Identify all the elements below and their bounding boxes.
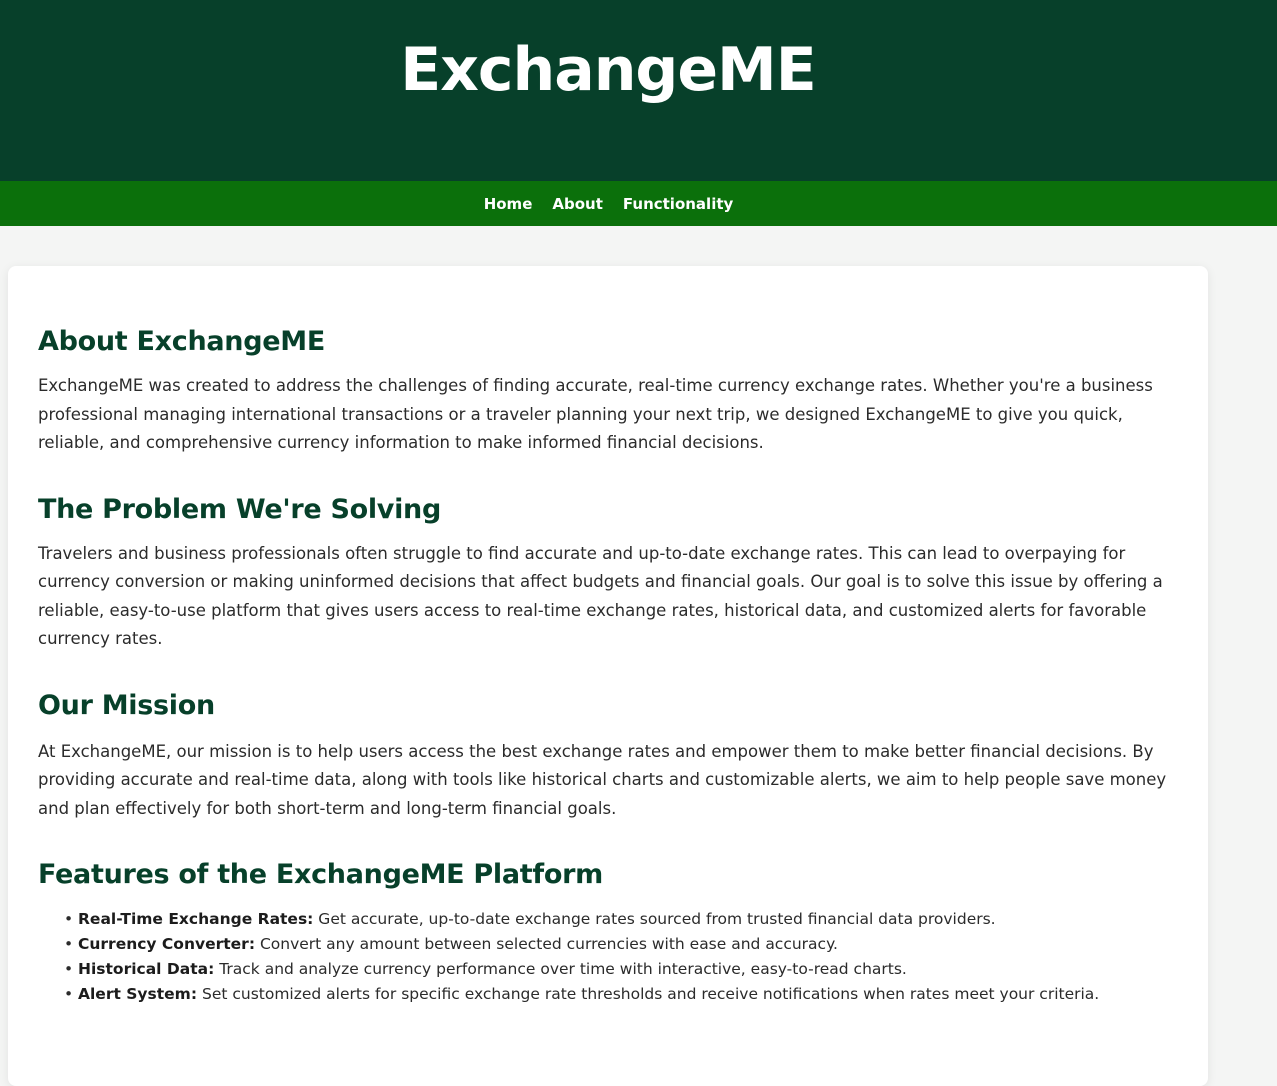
- nav-bar: [0, 181, 1277, 226]
- feature-item-realtime: [64, 907, 1178, 932]
- problem-heading: The Problem We're Solving: [38, 493, 442, 525]
- feature-desc: Track and analyze currency performance over time with interactive, easy-to-read charts.: [214, 960, 907, 978]
- feature-item-converter: [64, 932, 1178, 957]
- feature-desc: Convert any amount between selected currencies with ease and accuracy.: [255, 935, 838, 953]
- about-text: ExchangeME was created to address the challenges of finding accurate, real-time currency exchange rates. Whether you're a business professional managing international transactions or a traveler planning your next trip, we designed ExchangeME to give you quick, reliable, and comprehensive currency information to make informed financial decisions.: [38, 376, 1153, 452]
- nav-link-about[interactable]: About: [552, 194, 603, 213]
- feature-name: Alert System:: [78, 985, 198, 1003]
- mission-heading: Our Mission: [38, 689, 215, 721]
- feature-name: Currency Converter:: [78, 935, 256, 953]
- bullet-icon: •: [64, 935, 74, 953]
- features-heading: Features of the ExchangeME Platform: [38, 859, 603, 890]
- problem-text: Travelers and business professionals often struggle to find accurate and up-to-date exchange rates. This can lead to overpaying for currency conversion or making uninformed decisions that affect budgets and financial goals. Our goal is to solve this issue by offering a reliable, easy-to-use platform that gives users access to real-time exchange rates, historical data, and customized alerts for favorable currency rates.: [38, 543, 1163, 648]
- nav-links: [484, 194, 734, 214]
- feature-name: Historical Data:: [78, 960, 215, 978]
- feature-item-historical: [64, 957, 1178, 982]
- bullet-icon: •: [64, 910, 74, 928]
- content-card: [8, 266, 1208, 1086]
- mission-text: At ExchangeME, our mission is to help users access the best exchange rates and empower them to make better financial decisions. By providing accurate and real-time data, along with tools like historical charts and customizable alerts, we aim to help people save money and plan effectively for both short-term and long-term financial goals.: [38, 741, 1167, 818]
- about-heading: About ExchangeME: [38, 326, 325, 357]
- nav-link-home[interactable]: Home: [483, 194, 533, 213]
- feature-item-alerts: [64, 982, 1178, 1007]
- nav-link-functionality[interactable]: Functionality: [622, 194, 734, 213]
- site-title: ExchangeME: [400, 35, 816, 105]
- site-header: [0, 0, 1277, 181]
- feature-list: [38, 907, 1178, 1007]
- bullet-icon: •: [64, 960, 74, 978]
- bullet-icon: •: [64, 985, 74, 1003]
- feature-desc: Get accurate, up-to-date exchange rates sourced from trusted financial data providers.: [313, 910, 996, 928]
- feature-name: Real-Time Exchange Rates:: [78, 910, 314, 928]
- feature-desc: Set customized alerts for specific exchange rate thresholds and receive notifications when rates meet your criteria.: [197, 985, 1100, 1003]
